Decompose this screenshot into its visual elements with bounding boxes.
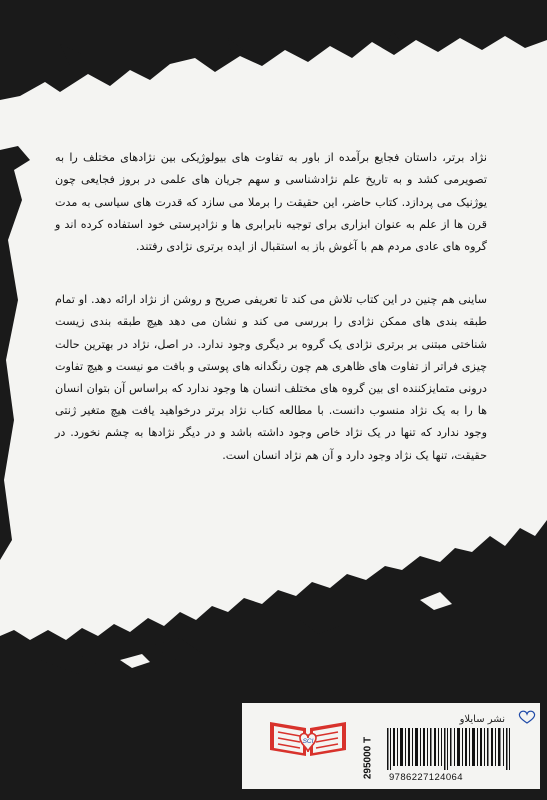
- price-text: 295000 T: [362, 736, 374, 780]
- isbn-number: 9786227124064: [389, 772, 463, 783]
- publisher-name: نشر سایلاو: [459, 714, 505, 725]
- price-label: [361, 730, 375, 786]
- logo-text: SCI: [302, 738, 314, 745]
- description-paragraph-1: نژاد برتر، داستان فجایع برآمده از باور به تفاوت های بیولوژیکی بین نژادهای مختلف را به تصویرمی کشد و به تاریخ علم نژادشناسی و سهم جریان های علمی در بروز فجایعی چون یوژنیک می پردازد. کتاب حاضر، این حقیقت را برملا می سازد که قدرت های سیاسی به مدت قرن ها از علم به عنوان ابزاری برای توجیه نابرابری ها و نژادپرستی خود استفاده کرده اند و گروه های عادی مردم هم با آغوش باز به استقبال از ایده برتری نژادی رفتند.: [55, 151, 487, 253]
- barcode-area: [362, 712, 515, 787]
- open-book-logo: [266, 712, 350, 766]
- isbn-barcode: [387, 728, 511, 770]
- description-paragraph-2: ساینی هم چنین در این کتاب تلاش می کند تا تعریفی صریح و روشن از نژاد ارائه دهد. او تمام طبقه بندی های ممکن نژادی را بررسی می کند و نشان می دهد هیچ طبقه بندی زیست شناختی مبتنی بر برتری نژادی یک گروه بر دیگری وجود ندارد. در اصل، نژاد در بهترین حالت چیزی فراتر از تفاوت های ظاهری هم چون رنگدانه های پوستی و بافت مو نیست و هیچ تفاوت درونی متمایزکننده ای بین گروه های مختلف انسان ها وجود ندارد که براساس آن بتوان انسان ها را به یک نژاد منسوب دانست. با مطالعه کتاب نژاد برتر درخواهید یافت هیچ متغیر ژنتی وجود ندارد که تنها در یک نژاد خاص وجود داشته باشد و در دیگر نژادها به چشم نخورد. در حقیقت، تنها یک نژاد وجود دارد و آن هم نژاد انسان است.: [55, 293, 487, 462]
- publisher-heart-icon: [517, 710, 537, 724]
